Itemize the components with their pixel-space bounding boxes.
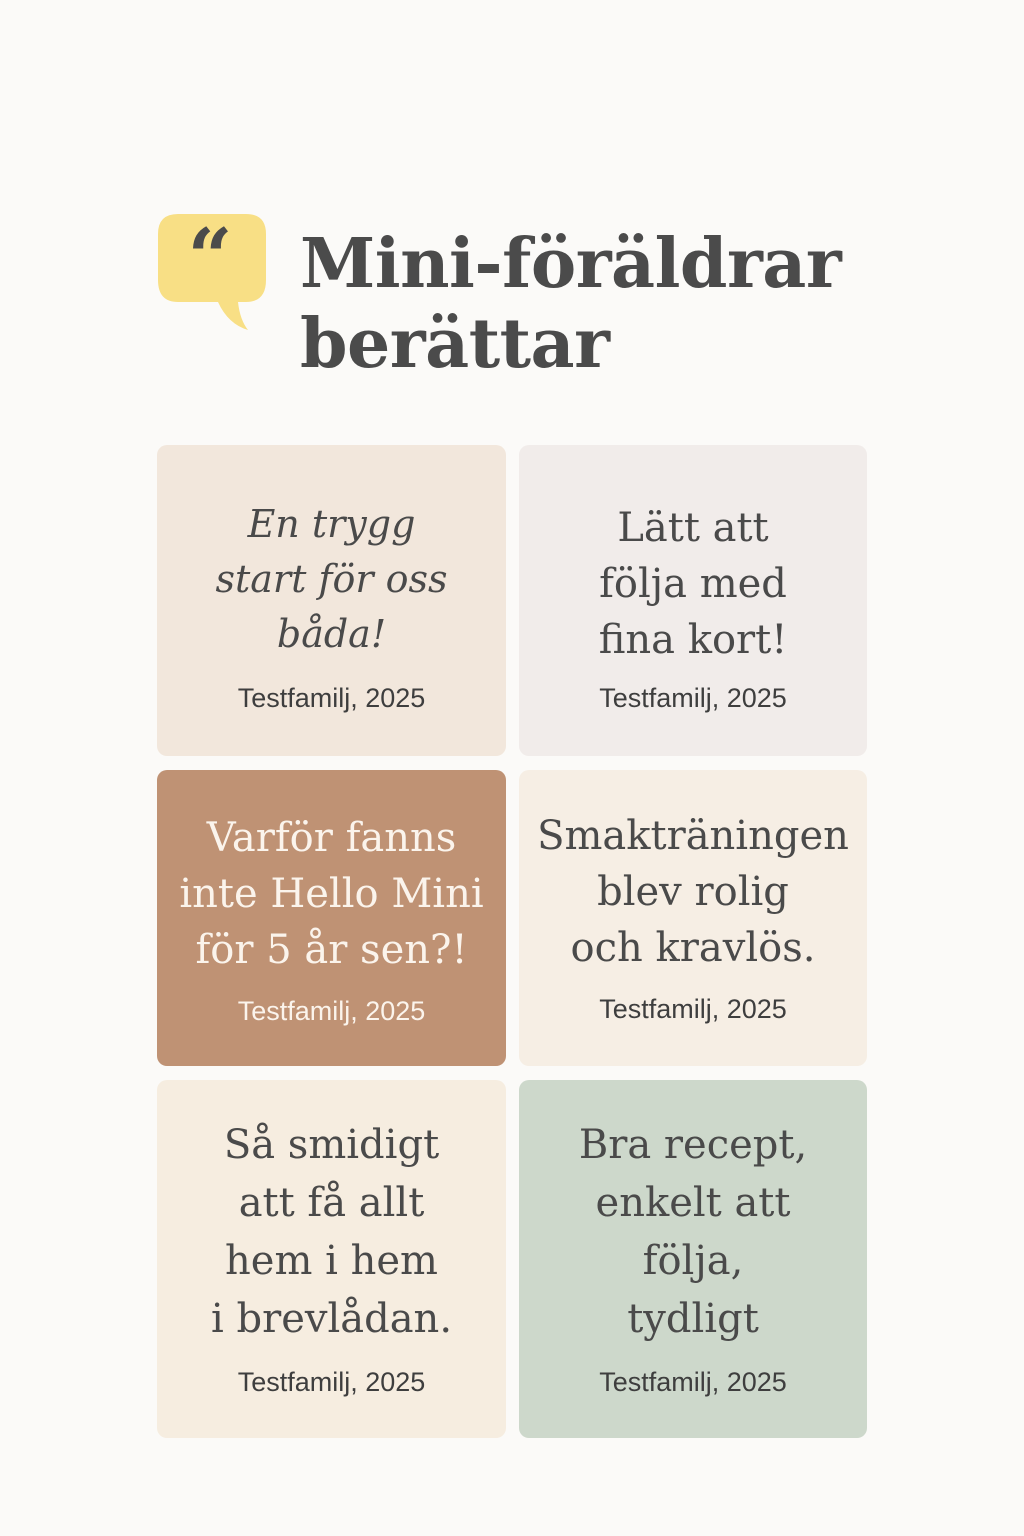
quote-line: i brevlådan. [210,1296,453,1342]
quote-line: tydligt [627,1296,759,1342]
quote-line: båda! [276,612,387,656]
testimonial-quote [519,808,867,976]
quote-line: följa med [599,561,787,607]
testimonial-author: Testfamilj, 2025 [599,683,787,713]
testimonial-author: Testfamilj, 2025 [237,996,426,1026]
quote-line: fina kort! [598,617,788,663]
quote-line: enkelt att [595,1180,791,1226]
speech-bubble-quote-icon [156,212,268,334]
testimonial-quote [519,500,867,668]
quote-line: för 5 år sen?! [195,927,468,973]
quote-line: Smakträningen [537,813,849,859]
quote-line: hem i hem [225,1238,438,1284]
quote-line: start för oss [215,557,448,601]
testimonial-author: Testfamilj, 2025 [237,683,426,713]
testimonial-card [157,1080,506,1438]
testimonial-author: Testfamilj, 2025 [237,1367,426,1397]
testimonial-quote [157,1116,506,1348]
testimonial-quote [519,1116,867,1348]
quote-line: blev rolig [597,869,789,915]
quote-line: Så smidigt [223,1122,440,1168]
testimonial-quote [157,810,506,978]
quote-line: och kravlös. [570,925,816,971]
quote-line: att få allt [238,1180,425,1226]
testimonial-card [519,445,867,756]
testimonial-card [519,1080,867,1438]
header [156,212,856,392]
testimonial-card [157,770,506,1066]
testimonial-card [519,770,867,1066]
quote-line: Varför fanns [206,815,457,861]
page-title [300,224,841,384]
quote-line: En trygg [247,502,416,546]
svg-text:“: “ [187,212,233,303]
quote-line: Lätt att [617,505,769,551]
page-title-line-2: berättar [300,304,610,384]
quote-line: följa, [642,1238,744,1284]
testimonial-card [157,445,506,756]
testimonial-quote [157,497,506,662]
quote-line: inte Hello Mini [179,871,484,917]
quote-line: Bra recept, [578,1122,808,1168]
testimonial-author: Testfamilj, 2025 [599,994,787,1024]
testimonial-author: Testfamilj, 2025 [599,1367,787,1397]
page-title-line-1: Mini-föräldrar [300,224,842,304]
